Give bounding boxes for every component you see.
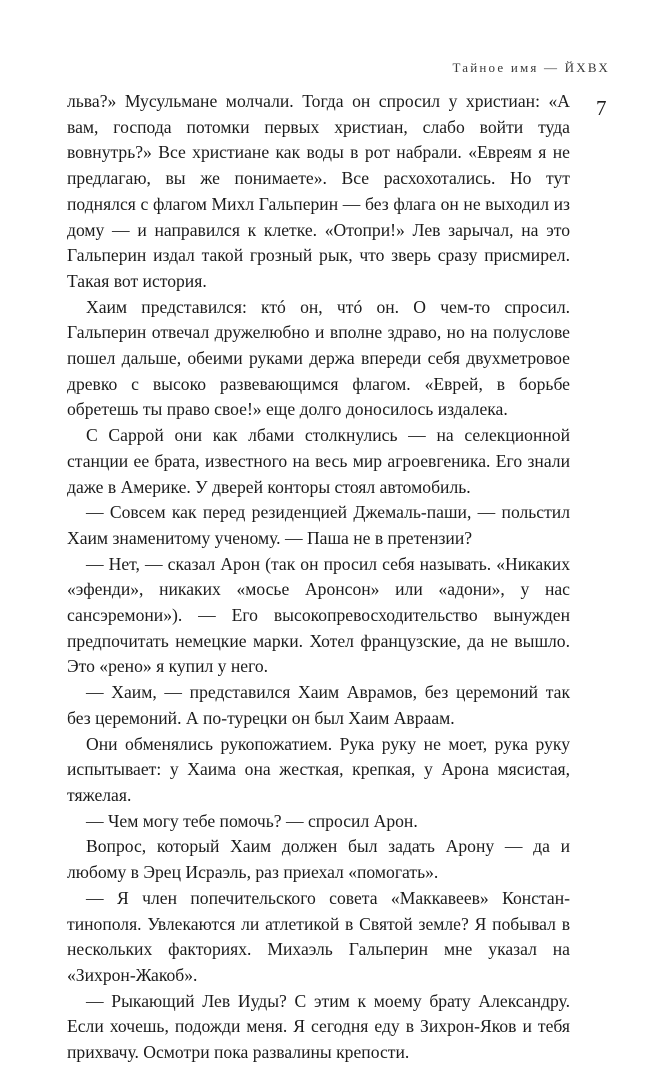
paragraph: С Саррой они как лбами столкнулись — на селекционной станции ее брата, известного на весь мир агроевгеника. Его знали даже в Америке. У дверей конторы стоял автомобиль.	[67, 425, 570, 497]
paragraph: Вопрос, который Хаим должен был задать Арону — да и любому в Эрец Исраэль, раз приехал «помогать».	[67, 836, 570, 883]
paragraph: — Чем могу тебе помочь? — спросил Арон.	[86, 810, 418, 831]
main-text	[67, 89, 570, 1066]
paragraph: — Хаим, — представился Хаим Аврамов, без церемоний так без церемоний. А по-турецки он был Хаим Авраам.	[67, 682, 570, 728]
paragraph: — Рыкающий Лев Иуды? С этим к моему брату Александру. Если хочешь, подожди меня. Я сегодня еду в Зихрон-Яков и тебя прихвачу. Осмотри пока развалины крепости.	[67, 990, 570, 1063]
paragraph: — Нет, — сказал Арон (так он просил себя называть. «Никаких «эфенди», никаких «мосье Аронсон» или «адони», у нас сансэремони»). — Его высокопревосходительство вынужден предпочитать немецкие марки. Хотел французские, да не вышло. Это «рено» я купил у него.	[67, 553, 570, 677]
paragraph: — Совсем как перед резиденцией Джемаль-паши, — польстил Хаим знаменитому ученому. — Паша не в претензии?	[67, 502, 570, 548]
running-header-title: Тайное имя — ЙХВХ	[452, 60, 610, 75]
paragraph: Хаим представился: ктó он, чтó он. О чем-то спросил. Гальперин отвечал дружелюбно и вполне здраво, но на полуслове пошел дальше, обеими руками держа впереди себя двухметровое древко с высоко развевающимся флагом. «Еврей, в борьбе обретешь ты право свое!» еще долго доносилось издалека.	[67, 296, 570, 420]
page-number: 7	[596, 96, 607, 120]
paragraph: льва?» Мусульмане молчали. Тогда он спросил у христиан: «А вам, господа потомки первых христиан, слабо войти туда вовнутрь?» Все христиане как воды в рот набрали. «Евреям я не предлагаю, вы же понимаете». Все расхохотались. Но тут поднялся с флагом Михл Гальперин — без флага он не выходил из дому — и направился к клетке. «Отопри!» Лев зарычал, на это Гальперин издал такой грозный рык, что зверь сразу присмирел. Такая вот история.	[67, 91, 570, 291]
paragraph: Они обменялись рукопожатием. Рука руку не моет, рука руку испытывает: у Хаима она жесткая, крепкая, у Арона мясистая, тяжелая.	[67, 733, 570, 805]
paragraph: — Я член попечительского совета «Маккавеев» Константинополя. Увлекаются ли атлетикой в Святой земле? Я побывал в нескольких факториях. Михаэль Гальперин мне указал на «Зихрон-Жакоб».	[67, 887, 570, 985]
